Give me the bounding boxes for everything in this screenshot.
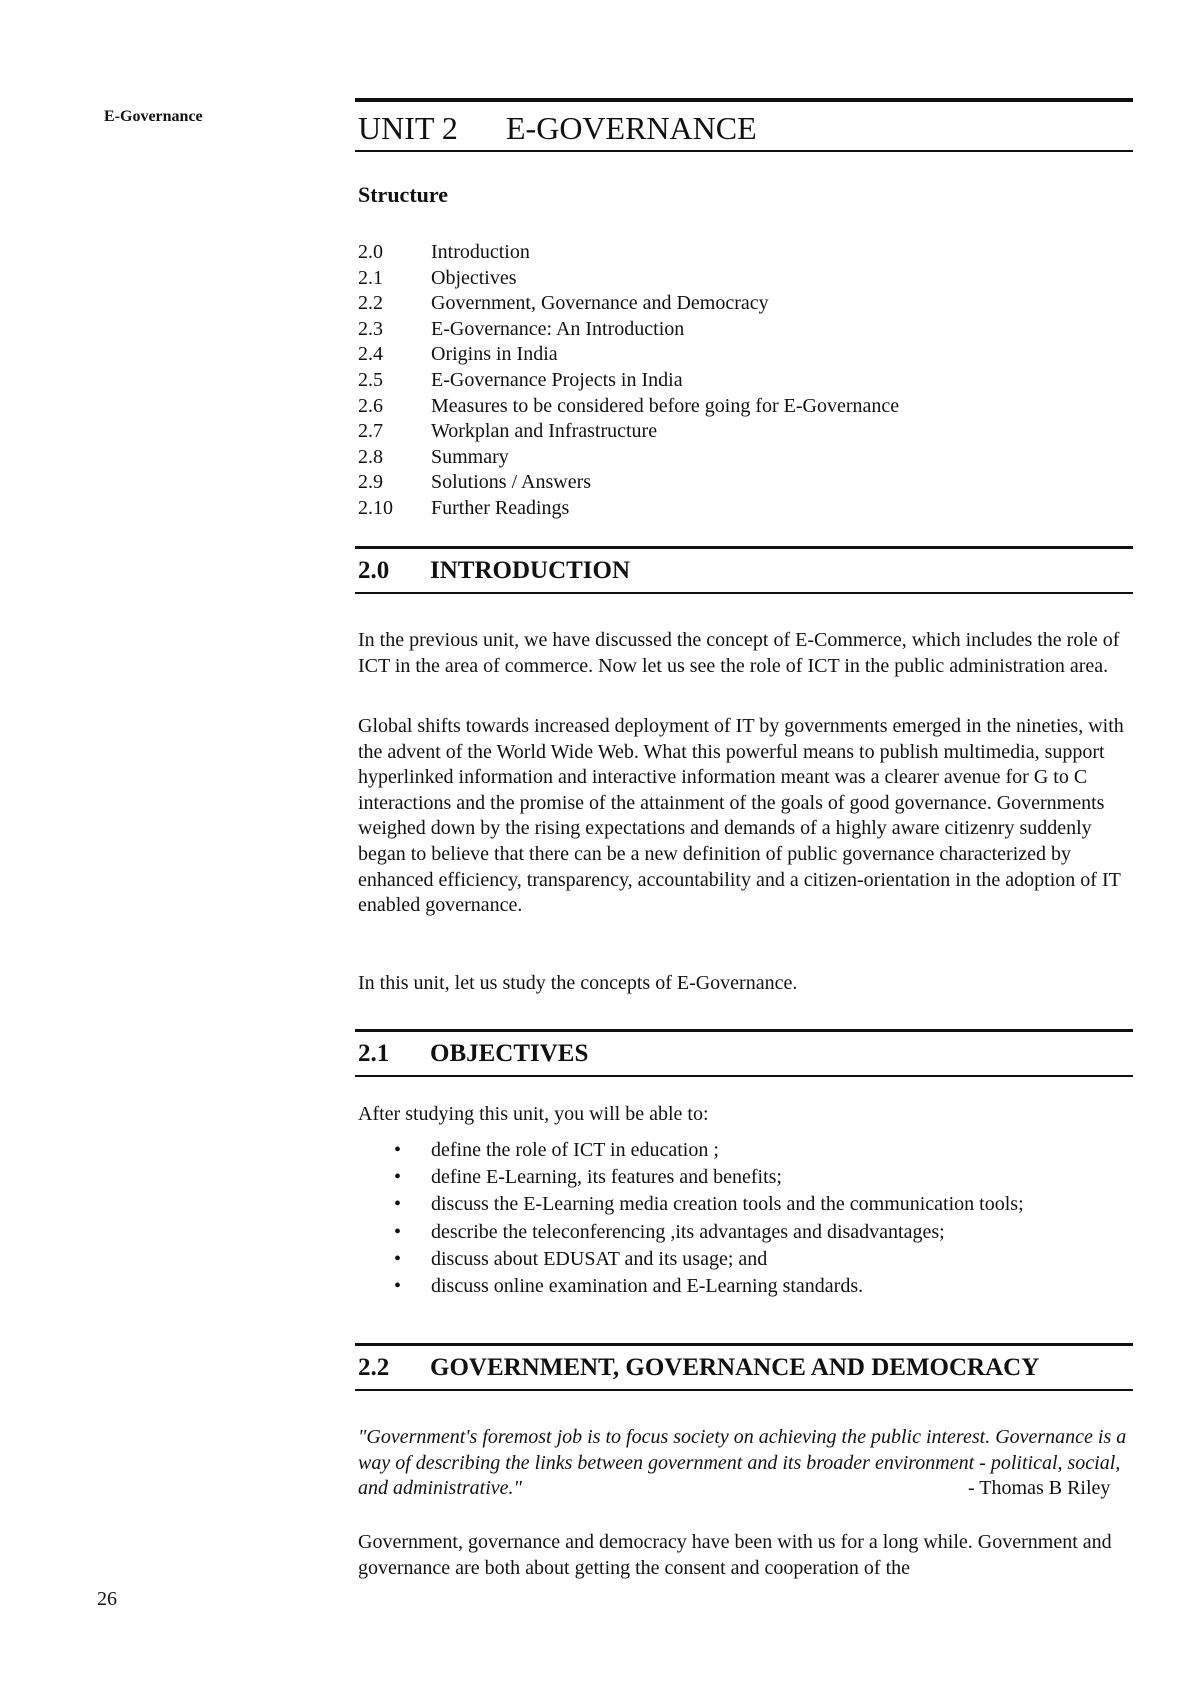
intro-paragraph-1: In the previous unit, we have discussed the concept of E-Commerce, which includes the role of ICT in the area of commerce. Now let us see the role of ICT in the public administration area. bbox=[358, 629, 1120, 677]
page-number: 26 bbox=[97, 1588, 117, 1610]
quote-author: - Thomas B Riley bbox=[968, 1477, 1111, 1499]
section-number: 2.1 bbox=[358, 1040, 390, 1067]
toc-item-number: 2.1 bbox=[358, 266, 383, 289]
bullet-icon: • bbox=[394, 1247, 402, 1270]
section-title: INTRODUCTION bbox=[430, 557, 631, 584]
list-item-text: discuss online examination and E-Learning standards. bbox=[431, 1275, 864, 1298]
toc-item-number: 2.4 bbox=[358, 343, 383, 366]
toc-item bbox=[358, 419, 899, 445]
toc-item bbox=[358, 394, 899, 420]
bullet-icon: • bbox=[394, 1220, 402, 1243]
unit-title-bar bbox=[355, 98, 1133, 152]
objectives-list bbox=[358, 1137, 1024, 1300]
toc-item-text: Workplan and Infrastructure bbox=[431, 420, 658, 443]
toc-item-text: Introduction bbox=[431, 241, 530, 263]
toc-item-number: 2.0 bbox=[358, 241, 383, 263]
toc-item-text: Origins in India bbox=[431, 343, 558, 366]
objectives-lead: After studying this unit, you will be able to: bbox=[358, 1103, 709, 1125]
running-head: E-Governance bbox=[104, 108, 203, 125]
list-item-text: discuss about EDUSAT and its usage; and bbox=[431, 1247, 768, 1270]
list-item bbox=[358, 1137, 1024, 1164]
section-heading-government bbox=[355, 1343, 1133, 1391]
list-item bbox=[358, 1219, 1024, 1246]
list-item-text: define the role of ICT in education ; bbox=[431, 1139, 719, 1161]
toc-item-number: 2.7 bbox=[358, 420, 383, 443]
toc-item-text: Summary bbox=[431, 445, 509, 468]
toc-item-number: 2.5 bbox=[358, 368, 383, 391]
toc-item-text: Measures to be considered before going for E-Governance bbox=[431, 394, 900, 417]
list-item-text: define E-Learning, its features and benefits; bbox=[431, 1166, 782, 1189]
list-item bbox=[358, 1273, 1024, 1300]
toc-item-number: 2.2 bbox=[358, 292, 383, 315]
toc-item-number: 2.9 bbox=[358, 471, 383, 494]
bullet-icon: • bbox=[394, 1139, 402, 1161]
toc-item bbox=[358, 317, 899, 343]
structure-list bbox=[358, 240, 899, 522]
section-number: 2.0 bbox=[358, 557, 390, 584]
list-item-text: discuss the E-Learning media creation tools and the communication tools; bbox=[431, 1193, 1024, 1216]
toc-item-text: Government, Governance and Democracy bbox=[431, 292, 769, 315]
toc-item-text: Objectives bbox=[431, 266, 517, 289]
structure-heading: Structure bbox=[358, 182, 449, 207]
section-title: GOVERNMENT, GOVERNANCE AND DEMOCRACY bbox=[430, 1354, 1040, 1381]
toc-item bbox=[358, 496, 899, 522]
toc-item-number: 2.6 bbox=[358, 394, 383, 417]
government-paragraph-1: Government, governance and democracy have been with us for a long while. Government and governance are both about getting the consent and cooperation of the bbox=[358, 1531, 1112, 1579]
unit-label: UNIT 2 bbox=[358, 110, 458, 146]
section-heading-objectives bbox=[355, 1029, 1133, 1077]
bullet-icon: • bbox=[394, 1193, 402, 1216]
list-item bbox=[358, 1164, 1024, 1191]
toc-item-text: E-Governance Projects in India bbox=[431, 368, 683, 391]
toc-item bbox=[358, 291, 899, 317]
section-number: 2.2 bbox=[358, 1354, 390, 1381]
list-item bbox=[358, 1191, 1024, 1218]
section-heading-introduction bbox=[355, 546, 1133, 594]
section-title: OBJECTIVES bbox=[430, 1040, 589, 1067]
toc-item-text: Solutions / Answers bbox=[431, 471, 592, 494]
toc-item-number: 2.8 bbox=[358, 445, 383, 468]
toc-item bbox=[358, 445, 899, 471]
intro-paragraph-2: Global shifts towards increased deployment of IT by governments emerged in the nineties, with the advent of the World Wide Web. What this powerful means to publish multimedia, support hyperlinked information and interactive information meant was a clearer avenue for G to C interactions and the promise of the attainment of the goals of good governance. Governments weighed down by the rising expectations and demands of a highly aware citizenry suddenly began to believe that there can be a new definition of public governance characterized by enhanced efficiency, transparency, accountability and a citizen-orientation in the adoption of IT enabled governance. bbox=[358, 715, 1124, 917]
list-item bbox=[358, 1246, 1024, 1273]
riley-quote: "Government's foremost job is to focus society on achieving the public interest. Governance is a way of describing the links between government and its broader environment - political, social, and administrative." bbox=[358, 1426, 1127, 1500]
unit-title: E-GOVERNANCE bbox=[506, 110, 757, 146]
toc-item bbox=[358, 470, 899, 496]
toc-item bbox=[358, 266, 899, 292]
toc-item-number: 2.10 bbox=[358, 496, 393, 519]
bullet-icon: • bbox=[394, 1166, 402, 1189]
toc-item bbox=[358, 368, 899, 394]
toc-item-number: 2.3 bbox=[358, 317, 383, 340]
toc-item-text: E-Governance: An Introduction bbox=[431, 317, 685, 340]
list-item-text: describe the teleconferencing ,its advantages and disadvantages; bbox=[431, 1220, 945, 1243]
toc-item bbox=[358, 342, 899, 368]
bullet-icon: • bbox=[394, 1275, 402, 1298]
toc-item-text: Further Readings bbox=[431, 496, 570, 519]
toc-item bbox=[358, 240, 899, 266]
intro-paragraph-3: In this unit, let us study the concepts of E-Governance. bbox=[358, 972, 798, 994]
